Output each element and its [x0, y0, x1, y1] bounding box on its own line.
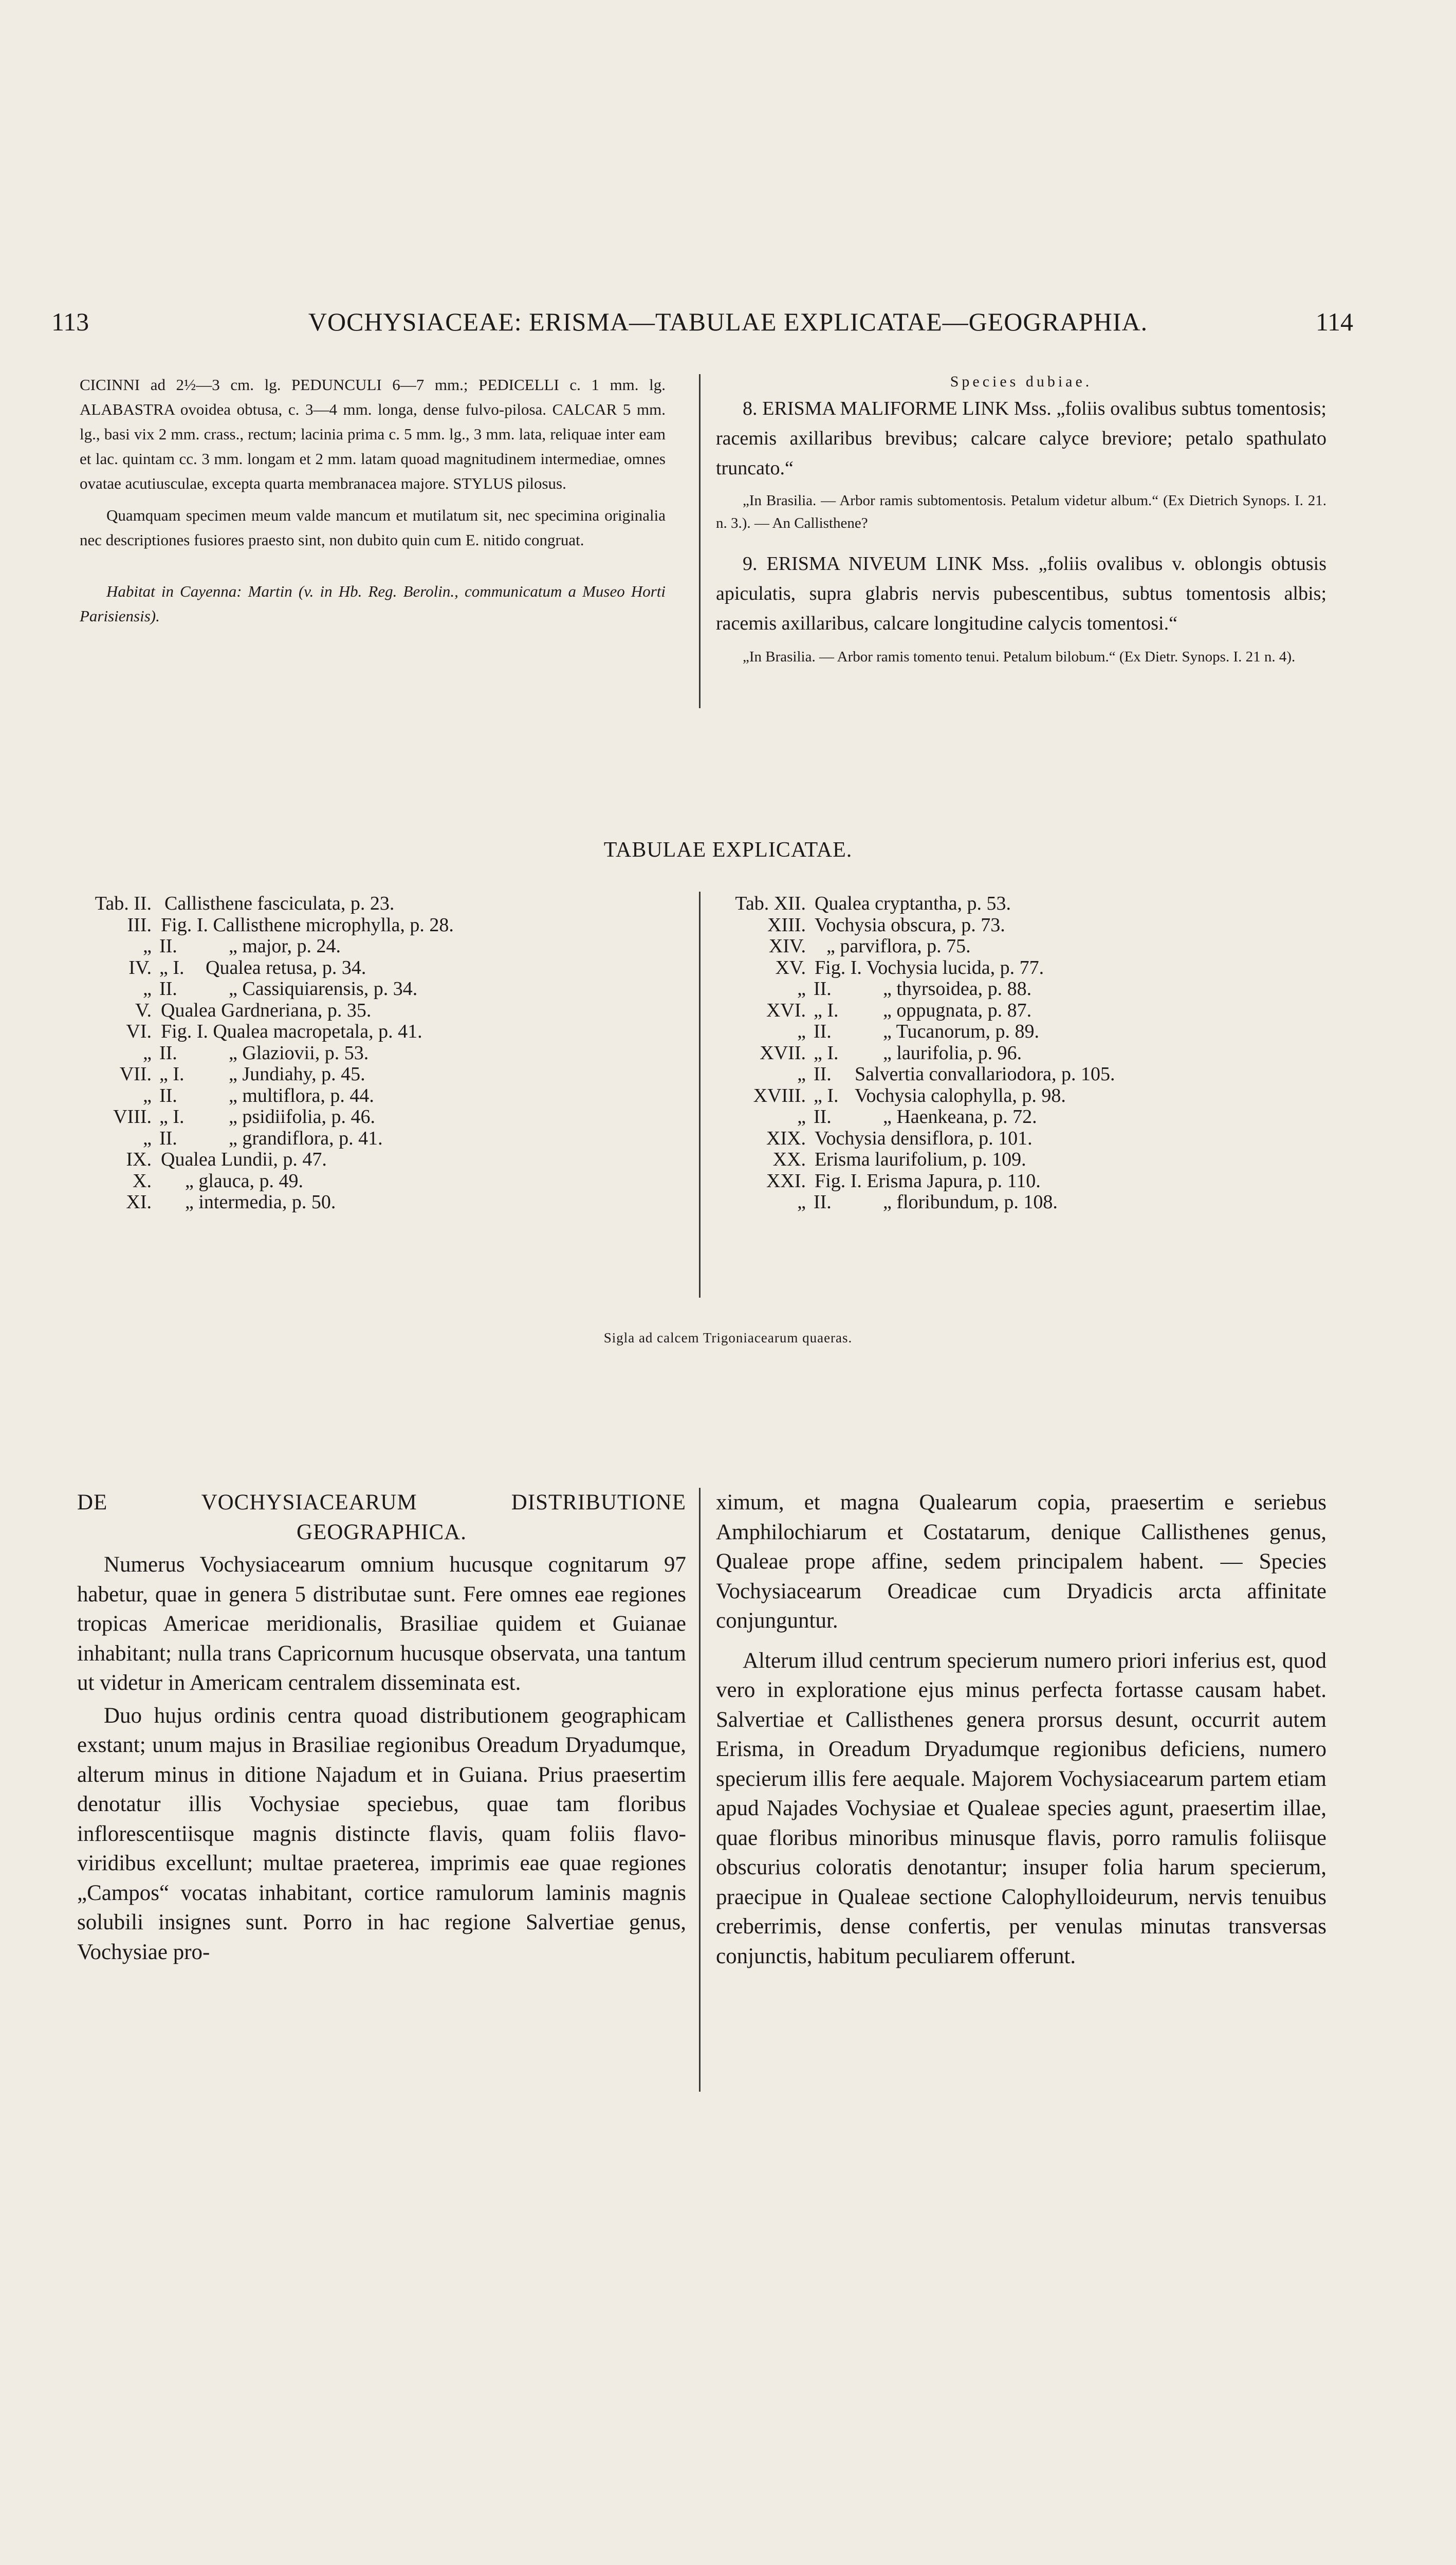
right-description: [716, 371, 1326, 668]
geo-paragraph: ximum, et magna Qualearum copia, praesertim e seriebus Amphilochiarum et Costatarum, denique Callisthenes genus, Qualeae prope affine, sedem principalem habent. — Species Vochysiacearum Oreadicae cum Dryadicis arcta affinitate conjunguntur.: [716, 1490, 1326, 1633]
habitat-paragraph: Habitat in Cayenna: Martin (v. in Hb. Reg. Berolin., communicatum a Museo Horti Parisiensis).: [80, 582, 666, 625]
species-dubiae-heading: Species dubiae.: [950, 373, 1093, 390]
list-item: „ II. „ Glaziovii, p. 53.: [143, 1042, 369, 1064]
list-item: XXI. Fig. I. Erisma Japura, p. 110.: [766, 1170, 1041, 1192]
list-item: XVII. „ I. „ laurifolia, p. 96.: [760, 1042, 1022, 1064]
list-item: Tab. XII. Qualea cryptantha, p. 53.: [735, 893, 1011, 914]
species-9-quote: „In Brasilia. — Arbor ramis tomento tenui. Petalum bilobum.“ (Ex Dietr. Synops. I. 21 n. 4).: [743, 649, 1296, 665]
column-rule: [699, 374, 701, 708]
list-item: Tab. II. Callisthene fasciculata, p. 23.: [95, 893, 395, 914]
page-number-left: 113: [51, 307, 89, 336]
geo-left-column: [77, 1488, 686, 1967]
tabulae-left-list: [75, 893, 666, 1213]
species-8-text: 8. ERISMA MALIFORME LINK Mss. „foliis ovalibus subtus tomentosis; racemis axillaribus brevibus; calcare calyce breviore; petalo spathulato truncato.“: [716, 398, 1326, 479]
page-number-right: 114: [1315, 307, 1353, 336]
geo-paragraph: Duo hujus ordinis centra quoad distributionem geographicam exstant; unum majus in Brasiliae regionibus Oreadum Dryadumque, alterum minus in ditione Najadum et in Guiana. Prius praesertim denotatur illis Vochysiae speciebus, quae tam floribus inflorescentiisque magnis distincte flavis, quam foliis flavo-viridibus excellunt; multae praeterea, imprimis eae quae regiones „Campos“ vocatas inhabitant, cortice ramulorum laminis magnis solubili insignes sunt. Porro in hac regione Salvertiae genus, Vochysiae pro-: [77, 1703, 686, 1964]
description-paragraph: CICINNI ad 2½—3 cm. lg. PEDUNCULI 6—7 mm.; PEDICELLI c. 1 mm. lg. ALABASTRA ovoidea obtusa, c. 3—4 mm. longa, dense fulvo-pilosa. CALCAR 5 mm. lg., basi vix 2 mm. crass., rectum; lacinia prima c. 5 mm. lg., 3 mm. lata, reliquae inter eam et lac. quintam cc. 3 mm. longam et 2 mm. latam quoad magnitudinem intermediae, omnes ovatae acutiusculae, excepta quarta membranacea majore. STYLUS pilosus.: [80, 376, 666, 492]
list-item: XIX. Vochysia densiflora, p. 101.: [766, 1127, 1033, 1149]
list-item: „ II. „ Cassiquiarensis, p. 34.: [143, 978, 418, 1000]
list-item: X. „ glauca, p. 49.: [133, 1170, 304, 1192]
list-item: VIII. „ I. „ psidiifolia, p. 46.: [113, 1106, 375, 1128]
list-item: XVI. „ I. „ oppugnata, p. 87.: [766, 999, 1032, 1021]
list-item: VI. Fig. I. Qualea macropetala, p. 41.: [126, 1021, 422, 1042]
list-item: XIII. Vochysia obscura, p. 73.: [767, 914, 1005, 936]
geo-right-column: [716, 1488, 1326, 1971]
list-item: XIV. „ parviflora, p. 75.: [768, 935, 971, 957]
list-item: „ II. „ grandiflora, p. 41.: [143, 1127, 383, 1149]
tabulae-right-list: [703, 893, 1320, 1213]
list-item: „ II. „ floribundum, p. 108.: [797, 1191, 1058, 1213]
geo-paragraph: Numerus Vochysiacearum omnium hucusque cognitarum 97 habetur, quae in genera 5 distributae sunt. Fere omnes eae regiones tropicas Americae meridionalis, Brasiliae quidem et Guianae inhabitant; nulla trans Capricornum hucusque observata, una tantum ut videtur in Americam centralem disseminata est.: [77, 1553, 686, 1695]
list-item: „ II. „ multiflora, p. 44.: [143, 1084, 374, 1106]
list-item: XI. „ intermedia, p. 50.: [126, 1191, 336, 1213]
column-rule: [699, 1488, 701, 2092]
geo-paragraph: Alterum illud centrum specierum numero priori inferius est, quod vero in exploratione ejus minus perfecta fortasse causam habet. Salvertiae et Callisthenes genera prorsus desunt, occurrit autem Erisma, in Oreadum Dryadumque regionibus deficiens, numero specierum illis fere aequale. Majorem Vochysiacearum partem etiam apud Najades Vochysiae et Qualeae species agunt, praesertim illae, quae floribus minoribus minusque flavis, porro ramulis foliisque obscurius coloratis denotantur; insuper folia harum specierum, praecipue in Qualeae sectione Calophylloideurum, nervis tenuibus creberrimis, dense confertis, per venulas minutas transversas conjunctis, habitum peculiarem offerunt.: [716, 1648, 1326, 1968]
list-item: „ II. „ Tucanorum, p. 89.: [797, 1021, 1039, 1042]
list-item: „ II. „ major, p. 24.: [143, 935, 341, 957]
list-item: XV. Fig. I. Vochysia lucida, p. 77.: [775, 956, 1044, 979]
left-description: [80, 373, 666, 629]
list-item: „ II. Salvertia convallariodora, p. 105.: [797, 1063, 1115, 1085]
species-9-text: 9. ERISMA NIVEUM LINK Mss. „foliis ovalibus v. oblongis obtusis apiculatis, supra glabris nervis pubescentibus, subtus tomentosis albis; racemis axillaribus, calcare longitudine calycis tomentosi.“: [716, 553, 1326, 634]
list-item: XVIII. „ I. Vochysia calophylla, p. 98.: [753, 1084, 1066, 1106]
list-item: „ II. „ thyrsoidea, p. 88.: [797, 978, 1032, 1000]
geo-heading: DE VOCHYSIACEARUM DISTRIBUTIONE GEOGRAPHICA.: [77, 1490, 686, 1544]
running-title: VOCHYSIACEAE: ERISMA—TABULAE EXPLICATAE—GEOGRAPHIA.: [308, 307, 1148, 336]
list-item: IX. Qualea Lundii, p. 47.: [126, 1149, 327, 1170]
list-item: V. Qualea Gardneriana, p. 35.: [135, 999, 372, 1021]
list-item: IV. „ I. Qualea retusa, p. 34.: [128, 956, 366, 979]
footnote: Sigla ad calcem Trigoniacearum quaeras.: [603, 1330, 853, 1345]
list-item: VII. „ I. „ Jundiahy, p. 45.: [119, 1063, 365, 1085]
list-item: III. Fig. I. Callisthene microphylla, p. 28.: [127, 914, 454, 936]
list-item: „ II. „ Haenkeana, p. 72.: [797, 1106, 1037, 1128]
column-rule: [699, 892, 701, 1298]
list-item: XX. Erisma laurifolium, p. 109.: [772, 1149, 1026, 1170]
tabulae-title: TABULAE EXPLICATAE.: [603, 838, 853, 862]
species-8-quote: „In Brasilia. — Arbor ramis subtomentosis. Petalum videtur album.“ (Ex Dietrich Synops. I. 21. n. 3.). — An Callisthene?: [716, 492, 1326, 531]
remark-paragraph: Quamquam specimen meum valde mancum et mutilatum sit, nec specimina originalia nec descriptiones fusiores praesto sint, non dubito quin cum E. nitido congruat.: [80, 506, 666, 549]
